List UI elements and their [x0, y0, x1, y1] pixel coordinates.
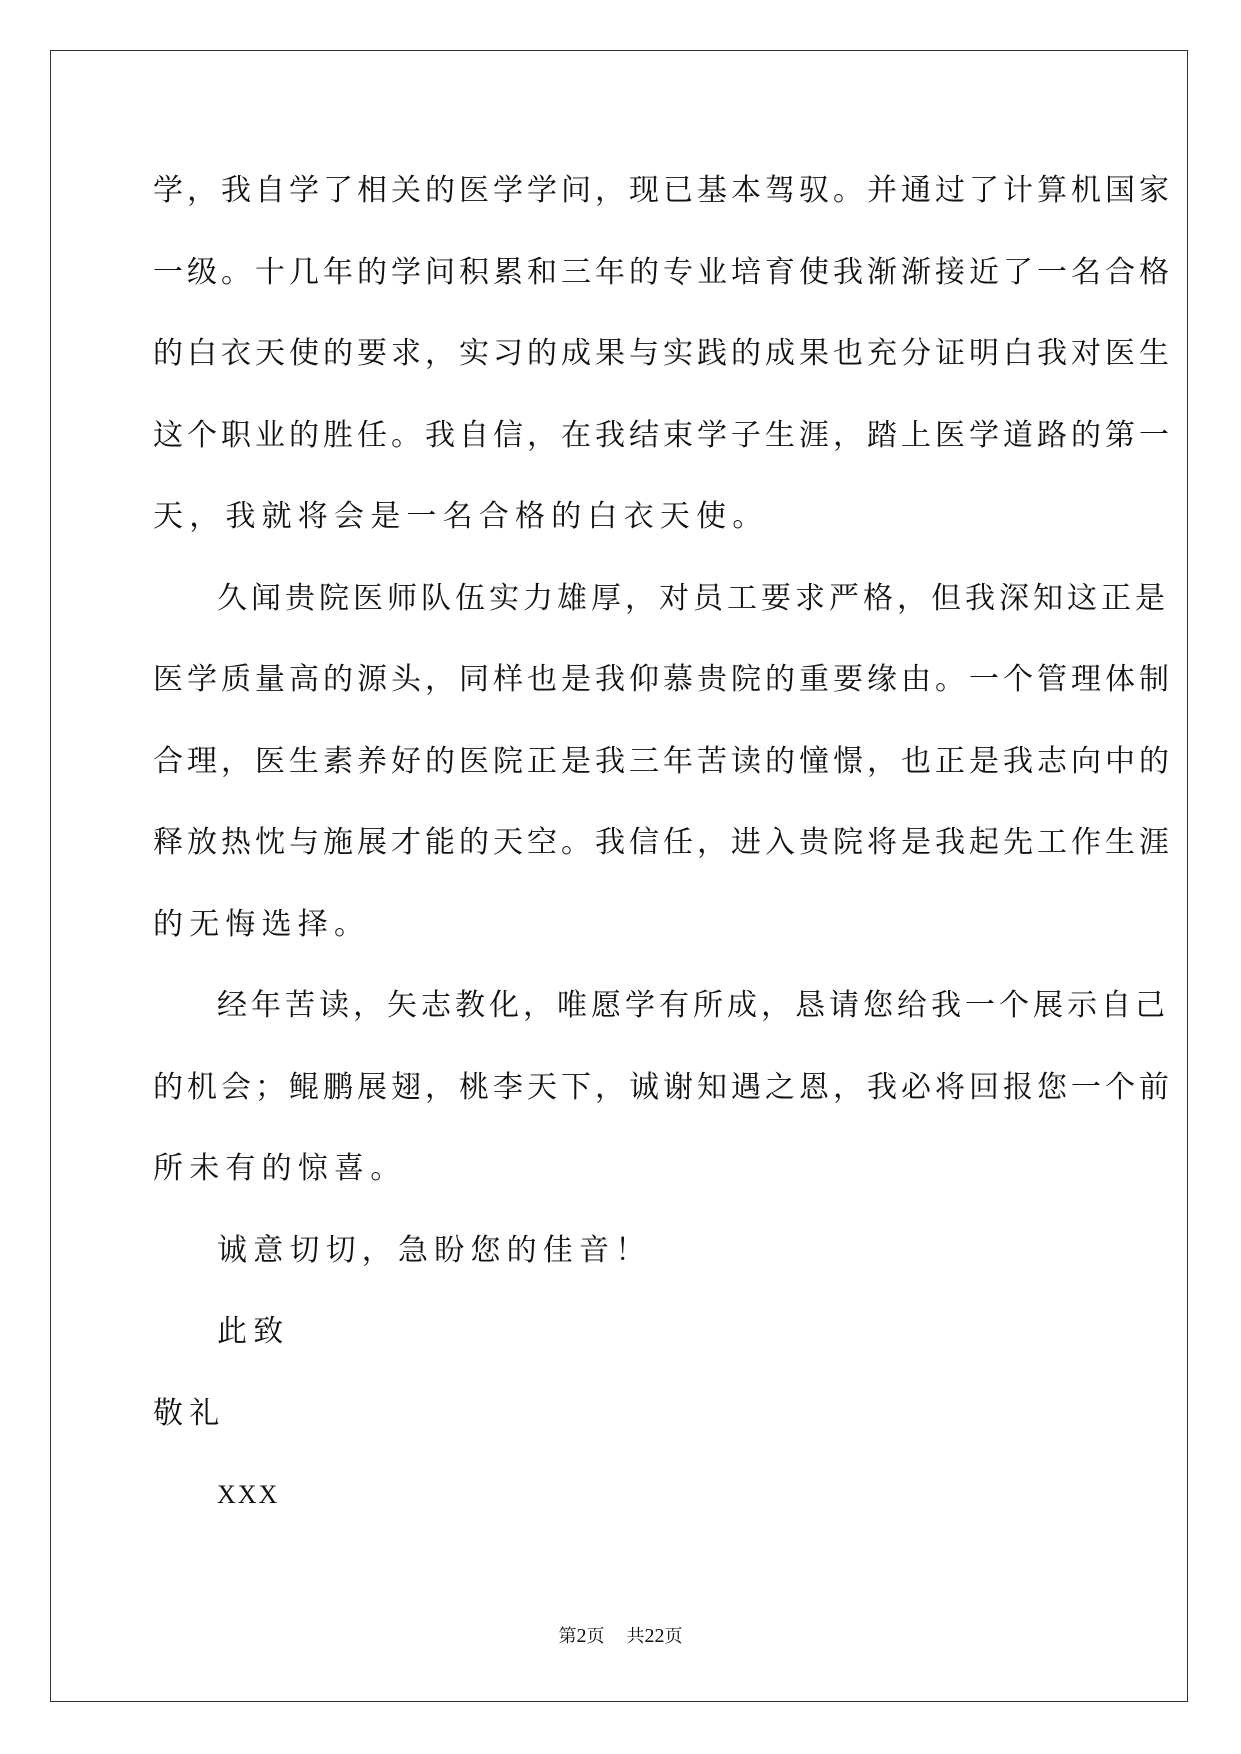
text-line: 所未有的惊喜。 — [153, 1151, 407, 1186]
footer-total-prefix: 共 — [626, 1626, 645, 1647]
text-line: 的白衣天使的要求，实习的成果与实践的成果也充分证明白我对医生 — [153, 336, 1173, 371]
closing-sentence: 诚意切切，急盼您的佳音！ — [217, 1232, 652, 1268]
text-line: 释放热忱与施展才能的天空。我信任，进入贵院将是我起先工作生涯 — [153, 825, 1173, 860]
text-line: 医学质量高的源头，同样也是我仰慕贵院的重要缘由。一个管理体制 — [153, 662, 1173, 697]
text-line: 的机会；鲲鹏展翅，桃李天下，诚谢知遇之恩，我必将回报您一个前 — [153, 1069, 1173, 1105]
text-line: 天，我就将会是一名合格的白衣天使。 — [153, 499, 769, 534]
signature-name: XXX — [217, 1480, 280, 1509]
paragraph-first-line: 经年苦读，矢志教化，唯愿学有所成，恳请您给我一个展示自己 — [217, 988, 1169, 1023]
footer-page-prefix: 第 — [558, 1626, 577, 1647]
footer-page-total: 22 — [644, 1625, 665, 1647]
text-line: 这个职业的胜任。我自信，在我结束学子生涯，踏上医学道路的第一 — [153, 417, 1173, 453]
text-line: 的无悔选择。 — [153, 906, 371, 942]
footer-page-suffix: 页 — [586, 1626, 605, 1647]
text-line: 学，我自学了相关的医学学问，现已基本驾驭。并通过了计算机国家 — [153, 173, 1173, 208]
paragraph-first-line: 久闻贵院医师队伍实力雄厚，对员工要求严格，但我深知这正是 — [217, 580, 1169, 616]
salutation-cizhi: 此致 — [217, 1314, 290, 1349]
footer-page-current: 2 — [576, 1625, 587, 1647]
page-footer — [0, 1622, 1241, 1648]
footer-total-suffix: 页 — [664, 1626, 683, 1647]
salutation-jingli: 敬礼 — [153, 1395, 226, 1431]
text-line: 一级。十几年的学问积累和三年的专业培育使我渐渐接近了一名合格 — [153, 254, 1173, 290]
text-line: 合理，医生素养好的医院正是我三年苦读的憧憬，也正是我志向中的 — [153, 743, 1173, 779]
letter-body — [153, 150, 1173, 1536]
